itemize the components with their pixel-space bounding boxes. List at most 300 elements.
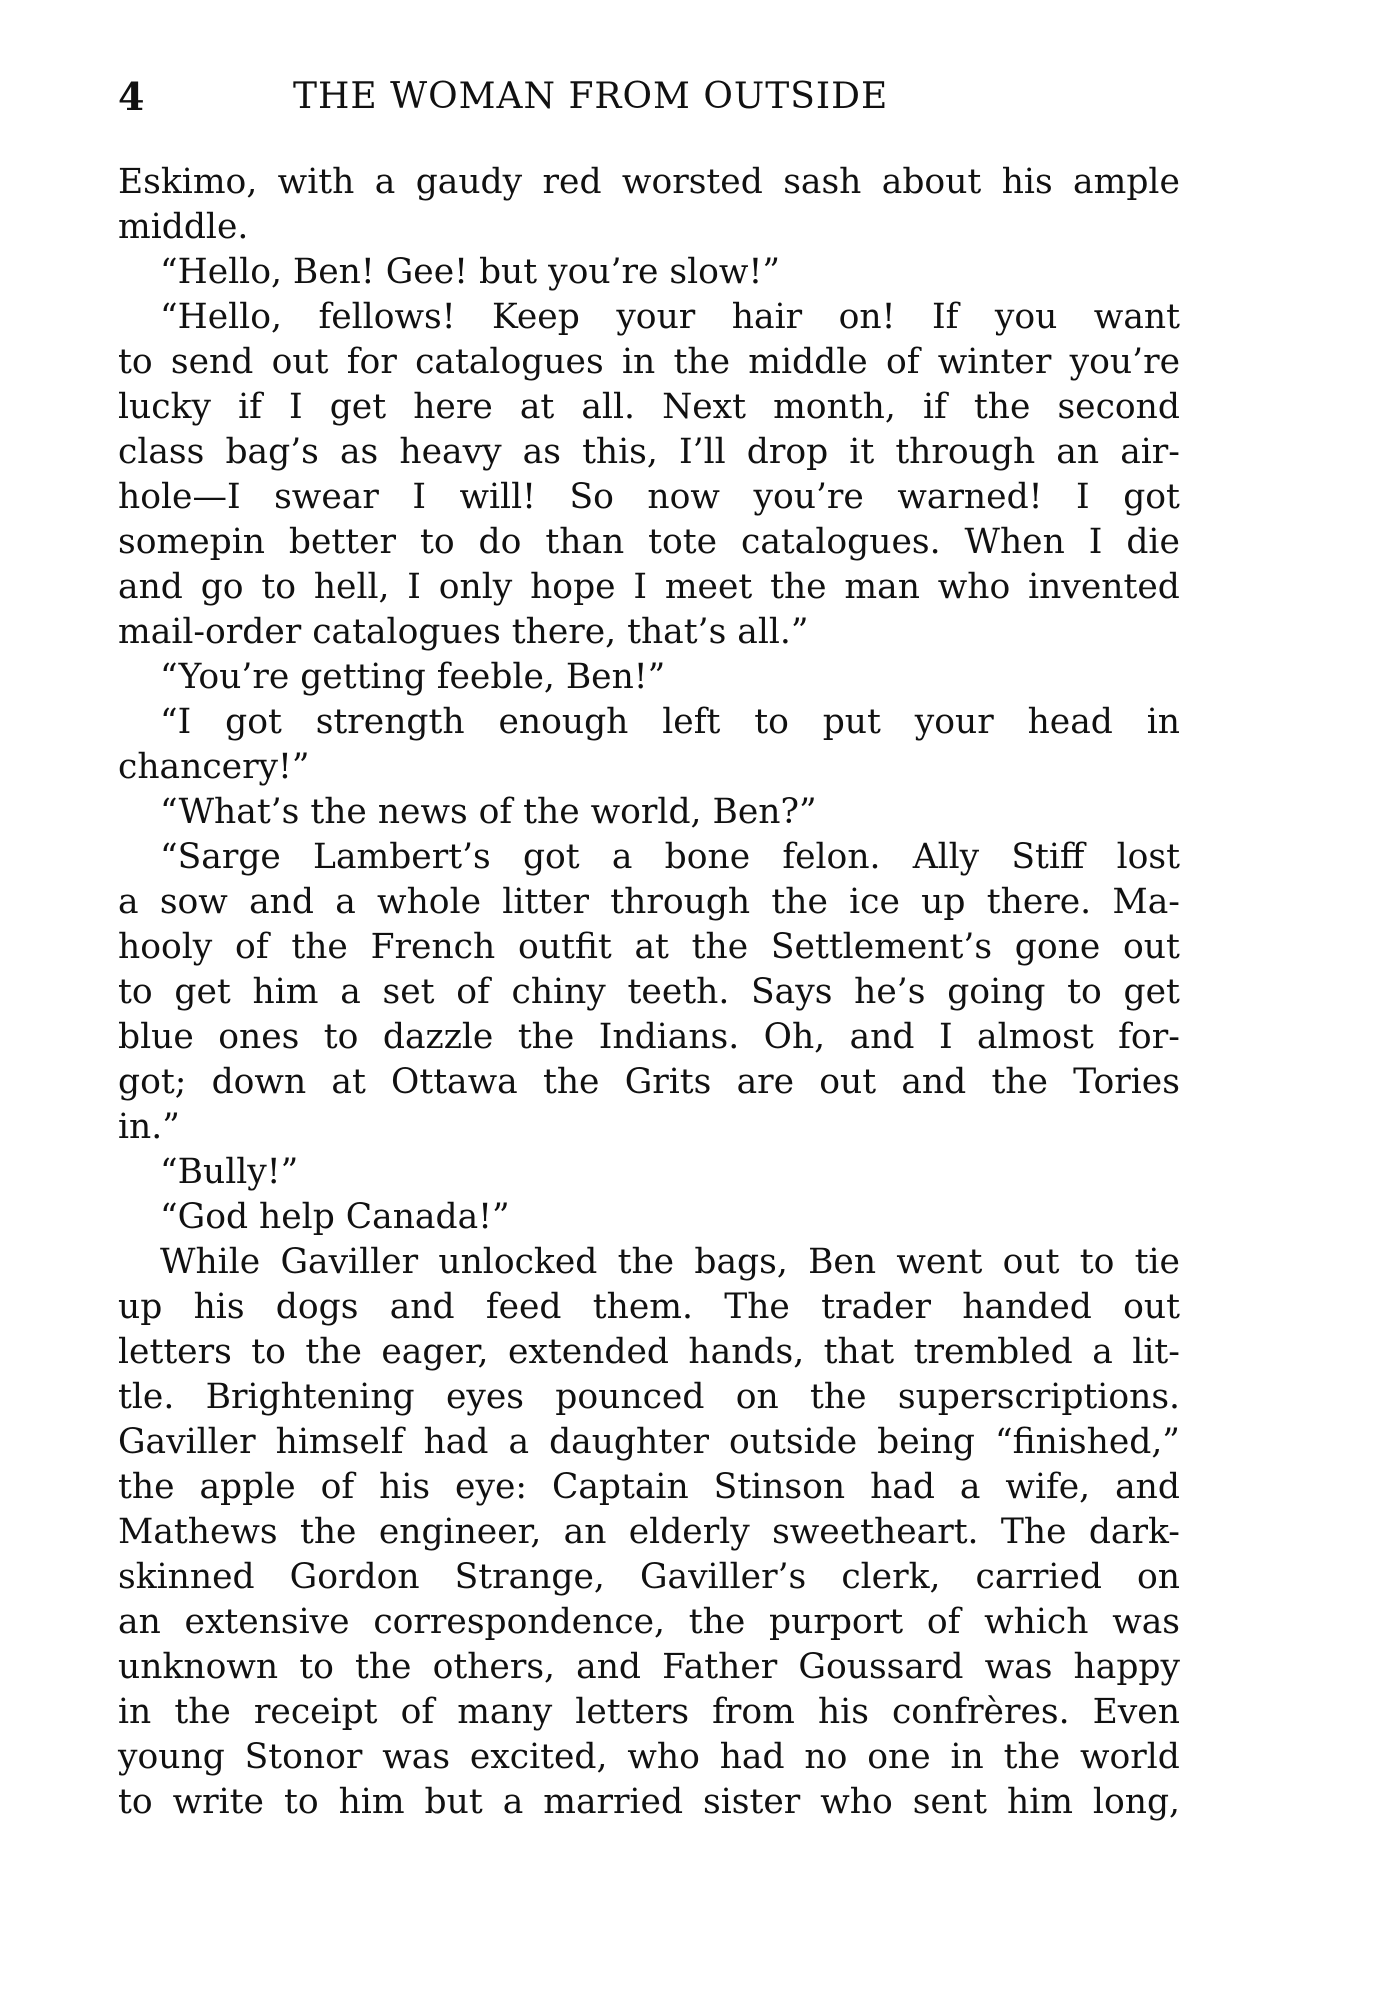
page-number: 4: [118, 74, 145, 119]
word: hair: [731, 297, 803, 337]
word: only: [438, 567, 513, 607]
word: worsted: [621, 162, 763, 202]
word: had: [423, 1422, 489, 1462]
word: red: [542, 162, 602, 202]
word: receipt: [253, 1692, 378, 1732]
word: a: [611, 837, 633, 877]
text-line: chancery!”: [118, 747, 310, 787]
word: happy: [1073, 1647, 1180, 1687]
word: to: [251, 1332, 286, 1372]
word: strength: [315, 702, 465, 742]
word: and: [389, 1287, 455, 1327]
word: Mathews: [118, 1512, 278, 1552]
word: gaudy: [415, 162, 523, 202]
word: teeth.: [627, 972, 730, 1012]
word: feed: [485, 1287, 562, 1327]
text-line: [118, 1240, 1180, 1285]
word: young: [118, 1737, 225, 1777]
word: him: [338, 1782, 405, 1822]
word: your: [616, 297, 696, 337]
word: I: [633, 567, 648, 607]
word: of: [320, 1467, 355, 1507]
word: daughter: [549, 1422, 710, 1462]
word: in: [621, 342, 656, 382]
word: correspondence,: [373, 1602, 666, 1642]
word: “I: [160, 702, 192, 742]
word: sow: [159, 882, 228, 922]
word: the: [305, 1332, 362, 1372]
word: If: [931, 297, 959, 337]
word: catalogues.: [741, 522, 941, 562]
text-line: [118, 295, 1180, 340]
word: the: [691, 927, 749, 967]
word: letters: [575, 1692, 690, 1732]
word: sash: [783, 162, 862, 202]
word: The: [1000, 1512, 1067, 1552]
word: trader: [821, 1287, 932, 1327]
word: I: [938, 1017, 953, 1057]
word: apple: [199, 1467, 296, 1507]
text-line: [118, 1420, 1180, 1465]
word: trembled: [913, 1332, 1073, 1372]
word: a: [374, 162, 396, 202]
word: gone: [1014, 927, 1101, 967]
word: lit-: [1132, 1332, 1180, 1372]
word: extensive: [184, 1602, 350, 1642]
word: Ottawa: [391, 1062, 518, 1102]
word: the: [688, 1602, 746, 1642]
word: of: [235, 927, 269, 967]
word: go: [200, 567, 244, 607]
word: to: [754, 702, 789, 742]
word: for-: [1118, 1017, 1180, 1057]
word: I: [412, 477, 426, 517]
word: invented: [1028, 567, 1180, 607]
word: there.: [986, 882, 1092, 922]
word: got: [1123, 477, 1180, 517]
word: in: [118, 1692, 152, 1732]
word: lucky: [118, 387, 211, 427]
word: heavy: [399, 432, 502, 472]
text-line: [118, 970, 1180, 1015]
word: Ben: [808, 1242, 877, 1282]
word: of: [885, 342, 920, 382]
text-line: mail-order catalogues there, that’s all.”: [118, 612, 809, 652]
word: the: [174, 1692, 231, 1732]
word: the: [973, 387, 1031, 427]
word: the: [517, 1017, 575, 1057]
word: of: [926, 1602, 961, 1642]
word: a: [118, 882, 139, 922]
text-line: [118, 835, 1180, 880]
word: set: [382, 972, 435, 1012]
word: Stonor: [244, 1737, 363, 1777]
text-line: [118, 1015, 1180, 1060]
word: the: [1003, 1737, 1061, 1777]
text-line: [118, 1060, 1180, 1105]
word: you’re: [753, 477, 864, 517]
word: who: [820, 1782, 893, 1822]
text-line: [118, 1375, 1180, 1420]
word: but: [424, 1782, 483, 1822]
word: many: [457, 1692, 553, 1732]
word: him: [1006, 1782, 1073, 1822]
word: I: [288, 387, 303, 427]
word: unlocked: [438, 1242, 598, 1282]
word: the: [354, 1647, 412, 1687]
word: himself: [275, 1422, 404, 1462]
word: was: [382, 1737, 451, 1777]
word: sweetheart.: [772, 1512, 979, 1552]
word: an: [563, 1512, 607, 1552]
word: a: [340, 972, 361, 1012]
word: purport: [769, 1602, 904, 1642]
word: one: [867, 1737, 931, 1777]
word: Goussard: [798, 1647, 964, 1687]
word: about: [881, 162, 982, 202]
word: in: [1146, 702, 1180, 742]
word: than: [545, 522, 625, 562]
text-line: [118, 340, 1180, 385]
word: ice: [849, 882, 900, 922]
word: dark-: [1088, 1512, 1180, 1552]
word: if: [238, 387, 262, 427]
word: a: [1092, 1332, 1113, 1372]
word: Gaviller: [280, 1242, 419, 1282]
word: to: [118, 342, 153, 382]
word: put: [822, 702, 881, 742]
word: bag’s: [225, 432, 319, 472]
word: for: [346, 342, 397, 382]
word: his: [1001, 162, 1053, 202]
text-line: “What’s the news of the world, Ben?”: [160, 792, 817, 832]
word: Tories: [1073, 1062, 1180, 1102]
word: extended: [507, 1332, 669, 1372]
word: and: [901, 1062, 967, 1102]
word: tie: [1134, 1242, 1180, 1282]
word: the: [542, 1062, 600, 1102]
word: handed: [962, 1287, 1092, 1327]
word: “finished,”: [995, 1422, 1180, 1462]
word: his: [817, 1692, 869, 1732]
word: going: [947, 972, 1046, 1012]
word: this,: [582, 432, 658, 472]
word: fellows!: [318, 297, 456, 337]
text-line: [118, 430, 1180, 475]
word: tle.: [118, 1377, 175, 1417]
text-line: [118, 1510, 1180, 1555]
word: out: [1123, 927, 1180, 967]
word: blue: [118, 1017, 194, 1057]
word: up: [118, 1287, 163, 1327]
word: almost: [977, 1017, 1094, 1057]
word: who: [937, 567, 1011, 607]
word: unknown: [118, 1647, 279, 1687]
word: Ally: [912, 837, 980, 877]
word: world: [1079, 1737, 1180, 1777]
word: bone: [664, 837, 751, 877]
word: Brightening: [205, 1377, 415, 1417]
word: the: [770, 567, 827, 607]
word: on: [1137, 1557, 1180, 1597]
word: skinned: [118, 1557, 255, 1597]
word: write: [172, 1782, 264, 1822]
word: elderly: [628, 1512, 750, 1552]
word: class: [118, 432, 205, 472]
word: I: [407, 567, 421, 607]
word: litter: [502, 882, 589, 922]
word: Says: [751, 972, 833, 1012]
word: felon.: [782, 837, 881, 877]
word: sister: [703, 1782, 801, 1822]
word: and: [118, 567, 183, 607]
word: die: [1126, 522, 1180, 562]
word: the: [771, 882, 828, 922]
word: When: [964, 522, 1065, 562]
word: warned!: [897, 477, 1043, 517]
text-line: “God help Canada!”: [160, 1197, 510, 1237]
word: drop: [746, 432, 829, 472]
word: Settlement’s: [770, 927, 993, 967]
word: down: [211, 1062, 307, 1102]
word: Stiff: [1011, 837, 1085, 877]
word: the: [299, 1512, 357, 1552]
word: had: [870, 1467, 935, 1507]
word: went: [896, 1242, 983, 1282]
text-line: “Hello, Ben! Gee! but you’re slow!”: [160, 252, 780, 292]
word: letters: [118, 1332, 232, 1372]
word: hell,: [313, 567, 390, 607]
word: do: [478, 522, 522, 562]
text-line: [118, 1645, 1180, 1690]
word: out: [819, 1062, 877, 1102]
word: catalogues: [415, 342, 604, 382]
text-line: [118, 475, 1180, 520]
word: eyes: [445, 1377, 524, 1417]
text-line: [118, 1555, 1180, 1600]
word: to: [118, 972, 153, 1012]
word: on: [735, 1377, 779, 1417]
word: as: [522, 432, 561, 472]
word: So: [569, 477, 614, 517]
word: superscriptions.: [897, 1377, 1180, 1417]
word: you: [994, 297, 1058, 337]
text-line: [118, 565, 1180, 610]
word: eye:: [455, 1467, 527, 1507]
word: others,: [432, 1647, 556, 1687]
word: outside: [729, 1422, 858, 1462]
word: them.: [592, 1287, 693, 1327]
word: you’re: [1069, 342, 1180, 382]
word: pounced: [555, 1377, 705, 1417]
word: long,: [1092, 1782, 1180, 1822]
word: if: [922, 387, 947, 427]
word: a: [508, 1422, 530, 1462]
word: French: [370, 927, 496, 967]
word: dazzle: [382, 1017, 494, 1057]
word: enough: [498, 702, 629, 742]
word: to: [419, 522, 455, 562]
word: tote: [648, 522, 718, 562]
text-line: [118, 1285, 1180, 1330]
word: which: [984, 1602, 1089, 1642]
word: Eskimo,: [118, 162, 258, 202]
word: the: [118, 1467, 175, 1507]
word: I: [1076, 477, 1090, 517]
word: hands,: [688, 1332, 805, 1372]
text-line: [118, 700, 1180, 745]
word: out: [1002, 1242, 1060, 1282]
word: Captain: [551, 1467, 689, 1507]
word: it: [849, 432, 875, 472]
word: all.: [581, 387, 635, 427]
word: winter: [937, 342, 1052, 382]
word: Next: [662, 387, 746, 427]
word: through: [610, 882, 751, 922]
word: whole: [377, 882, 482, 922]
word: Gaviller: [118, 1422, 256, 1462]
word: he’s: [854, 972, 926, 1012]
word: Stinson: [713, 1467, 846, 1507]
word: air-: [1120, 432, 1180, 472]
word: get: [174, 972, 231, 1012]
word: the: [617, 1242, 675, 1282]
word: Gaviller’s: [639, 1557, 807, 1597]
word: send: [170, 342, 254, 382]
text-line: “Bully!”: [160, 1152, 299, 1192]
word: I’ll: [678, 432, 726, 472]
word: Gordon: [289, 1557, 420, 1597]
word: better: [288, 522, 397, 562]
word: in: [950, 1737, 984, 1777]
word: I: [1088, 522, 1103, 562]
word: Strange,: [454, 1557, 605, 1597]
word: Ma-: [1112, 882, 1180, 922]
word: “Hello,: [160, 297, 282, 337]
word: his: [379, 1467, 431, 1507]
running-head: [118, 72, 1178, 122]
word: at: [519, 387, 555, 427]
word: to: [1067, 972, 1102, 1012]
word: had: [719, 1737, 785, 1777]
word: Lambert’s: [313, 837, 491, 877]
text-line: [118, 160, 1180, 205]
text-line: [118, 1690, 1180, 1735]
word: get: [1123, 972, 1180, 1012]
word: month,: [773, 387, 896, 427]
word: to: [261, 567, 296, 607]
word: the: [291, 927, 348, 967]
word: and: [1115, 1467, 1180, 1507]
word: lost: [1116, 837, 1180, 877]
word: confrères.: [891, 1692, 1070, 1732]
word: through: [895, 432, 1036, 472]
word: at: [331, 1062, 366, 1102]
word: no: [804, 1737, 848, 1777]
text-line: in.”: [118, 1107, 180, 1147]
word: Indians.: [598, 1017, 740, 1057]
word: was: [1112, 1602, 1180, 1642]
word: Grits: [624, 1062, 712, 1102]
word: to: [118, 1782, 153, 1822]
word: engineer,: [378, 1512, 542, 1552]
word: eager,: [381, 1332, 489, 1372]
word: your: [914, 702, 994, 742]
word: an: [118, 1602, 161, 1642]
word: him: [252, 972, 319, 1012]
word: from: [712, 1692, 795, 1732]
word: head: [1027, 702, 1113, 742]
word: While: [160, 1242, 261, 1282]
word: Even: [1092, 1692, 1180, 1732]
word: and: [249, 882, 314, 922]
word: who: [627, 1737, 700, 1777]
word: Father: [662, 1647, 778, 1687]
word: with: [277, 162, 355, 202]
word: get: [329, 387, 387, 427]
word: swear: [274, 477, 379, 517]
word: carried: [975, 1557, 1102, 1597]
word: outfit: [517, 927, 612, 967]
word: and: [576, 1647, 641, 1687]
word: somepin: [118, 522, 265, 562]
word: got;: [118, 1062, 187, 1102]
word: to: [1079, 1242, 1115, 1282]
word: to: [299, 1647, 334, 1687]
word: hole—I: [118, 477, 241, 517]
text-line: middle.: [118, 207, 249, 247]
word: Oh,: [763, 1017, 826, 1057]
word: the: [673, 342, 731, 382]
word: at: [634, 927, 669, 967]
word: wife,: [1005, 1467, 1091, 1507]
word: “Sarge: [160, 837, 281, 877]
word: that: [823, 1332, 895, 1372]
text-line: [118, 385, 1180, 430]
word: to: [283, 1782, 319, 1822]
word: got: [522, 837, 580, 877]
word: to: [323, 1017, 359, 1057]
text-line: [118, 1330, 1180, 1375]
body-text: [118, 160, 1180, 1825]
word: ones: [218, 1017, 300, 1057]
word: on!: [838, 297, 896, 337]
word: of: [400, 1692, 435, 1732]
word: left: [662, 702, 721, 742]
word: the: [991, 1062, 1048, 1102]
word: man: [844, 567, 920, 607]
word: sent: [912, 1782, 987, 1822]
word: will!: [459, 477, 536, 517]
text-line: [118, 520, 1180, 565]
word: chiny: [511, 972, 606, 1012]
word: now: [647, 477, 720, 517]
word: The: [724, 1287, 790, 1327]
word: here: [413, 387, 493, 427]
word: want: [1093, 297, 1180, 337]
word: a: [502, 1782, 524, 1822]
word: hope: [530, 567, 616, 607]
word: clerk,: [841, 1557, 941, 1597]
word: dogs: [275, 1287, 359, 1327]
word: out: [1123, 1287, 1180, 1327]
text-line: [118, 1465, 1180, 1510]
word: middle: [748, 342, 868, 382]
text-line: [118, 1735, 1180, 1780]
text-line: [118, 1600, 1180, 1645]
word: out: [271, 342, 329, 382]
text-line: “You’re getting feeble, Ben!”: [160, 657, 666, 697]
